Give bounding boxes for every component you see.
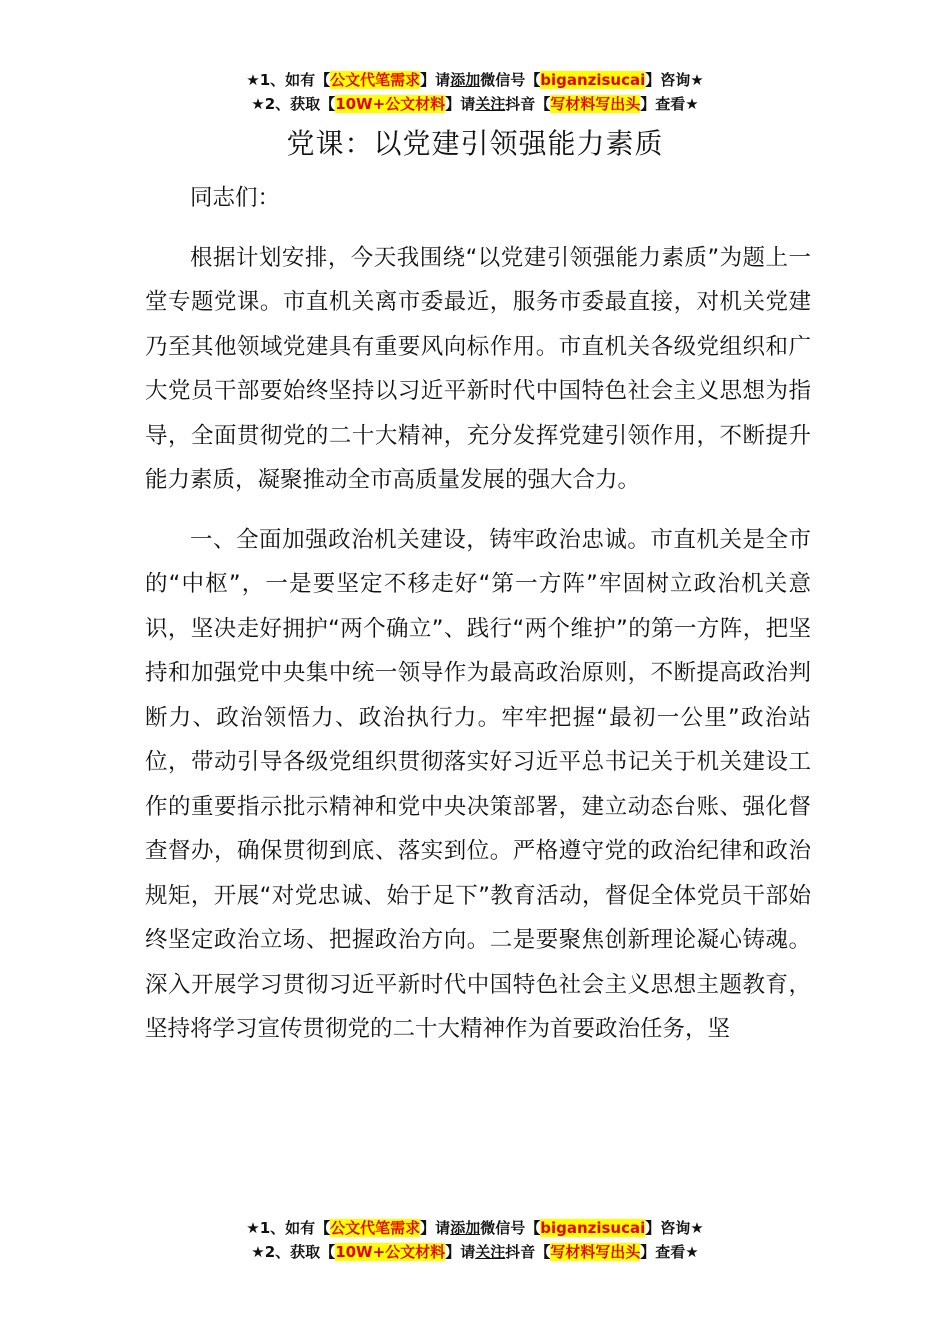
- banner-highlight: biganzisucai: [540, 71, 646, 89]
- banner-highlight: 公文代笔需求: [330, 1219, 421, 1237]
- banner-line-1: [0, 1216, 950, 1240]
- banner-text: ★2、获取【: [251, 1243, 336, 1261]
- banner-line-2: [0, 92, 950, 116]
- banner-text: 抖音【: [505, 95, 551, 113]
- banner-underline-text: 添加: [450, 1219, 481, 1237]
- banner-highlight: 写材料写出头: [550, 1243, 641, 1261]
- banner-text: ★1、如有【: [246, 71, 331, 89]
- banner-text: 】请: [420, 1219, 451, 1237]
- banner-underline-text: 添加: [450, 71, 481, 89]
- greeting: 同志们：: [190, 185, 281, 211]
- document-body: [145, 176, 811, 1067]
- banner-text: 微信号【: [480, 1219, 541, 1237]
- banner-highlight: biganzisucai: [540, 1219, 646, 1237]
- header-banner: [0, 68, 950, 116]
- banner-text: ★2、获取【: [251, 95, 336, 113]
- banner-line-1: [0, 68, 950, 92]
- banner-text: 抖音【: [505, 1243, 551, 1261]
- banner-line-2: [0, 1240, 950, 1264]
- document-title: 党课：以党建引领强能力素质: [286, 127, 664, 160]
- paragraph: 根据计划安排，今天我围绕“以党建引领强能力素质”为题上一堂专题党课。市直机关离市委最近，服务市委最直接，对机关党建乃至其他领域党建具有重要风向标作用。市直机关各级党组织和广大党员干部要始终坚持以习近平新时代中国特色社会主义思想为指导，全面贯彻党的二十大精神，充分发挥党建引领作用，不断提升能力素质，凝聚推动全市高质量发展的强大合力。: [145, 244, 811, 493]
- banner-highlight: 10W+公文材料: [335, 95, 446, 113]
- banner-text: 】查看★: [640, 95, 699, 113]
- banner-text: 】请: [420, 71, 451, 89]
- banner-text: 】请: [445, 1243, 476, 1261]
- banner-underline-text: 关注: [475, 1243, 506, 1261]
- banner-text: 微信号【: [480, 71, 541, 89]
- banner-underline-text: 关注: [475, 95, 506, 113]
- banner-highlight: 公文代笔需求: [330, 71, 421, 89]
- banner-text: 】咨询★: [645, 71, 704, 89]
- banner-text: 】请: [445, 95, 476, 113]
- footer-banner: [0, 1216, 950, 1264]
- banner-highlight: 10W+公文材料: [335, 1243, 446, 1261]
- banner-text: 】查看★: [640, 1243, 699, 1261]
- banner-text: ★1、如有【: [246, 1219, 331, 1237]
- paragraph: 一、全面加强政治机关建设，铸牢政治忠诚。市直机关是全市的“中枢”，一是要坚定不移走好“第一方阵”牢固树立政治机关意识，坚决走好拥护“两个确立”、践行“两个维护”的第一方阵，把坚持和加强党中央集中统一领导作为最高政治原则，不断提高政治判断力、政治领悟力、政治执行力。牢牢把握“最初一公里”政治站位，带动引导各级党组织贯彻落实好习近平总书记关于机关建设工作的重要指示批示精神和党中央决策部署，建立动态台账、强化督查督办，确保贯彻到底、落实到位。严格遵守党的政治纪律和政治规矩，开展“对党忠诚、始于足下”教育活动，督促全体党员干部始终坚定政治立场、把握政治方向。二是要聚焦创新理论凝心铸魂。深入开展学习贯彻习近平新时代中国特色社会主义思想主题教育，坚持将学习宣传贯彻党的二十大精神作为首要政治任务，坚: [145, 526, 811, 1042]
- banner-text: 】咨询★: [645, 1219, 704, 1237]
- banner-highlight: 写材料写出头: [550, 95, 641, 113]
